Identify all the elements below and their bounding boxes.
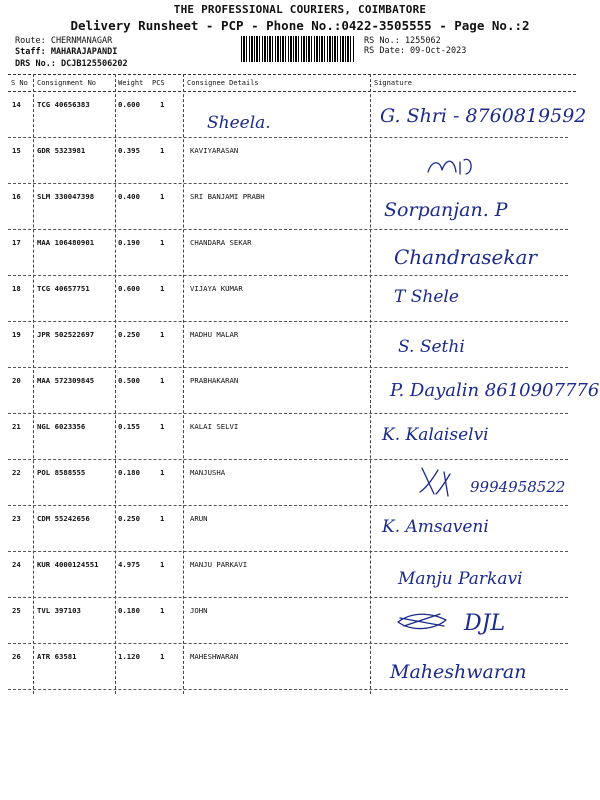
row-consignee: ARUN	[190, 514, 208, 523]
drs-number: DRS No.: DCJB125506202	[15, 59, 128, 69]
row-pcs: 1	[160, 192, 165, 201]
row-sno: 15	[12, 146, 21, 155]
svg-text:T Shele: T Shele	[394, 287, 459, 307]
row-consignee: KAVIYARASAN	[190, 146, 239, 155]
handwritten-signature	[388, 372, 600, 416]
row-sno: 18	[12, 284, 21, 293]
row-sno: 26	[12, 652, 21, 661]
handwritten-signature	[388, 654, 538, 688]
row-consignment: JPR 502522697	[37, 330, 95, 339]
row-consignee: PRABHAKARAN	[190, 376, 239, 385]
table-row	[0, 276, 600, 322]
col-weight: Weight	[118, 79, 144, 87]
row-sno: 21	[12, 422, 21, 431]
row-weight: 0.500	[118, 376, 140, 385]
col-signature: Signature	[374, 79, 412, 87]
row-pcs: 1	[160, 514, 165, 523]
handwritten-signature	[392, 280, 482, 310]
row-pcs: 1	[160, 468, 165, 477]
row-consignee: CHANDARA SEKAR	[190, 238, 252, 247]
rs-date: RS Date: 09-Oct-2023	[364, 46, 467, 56]
rs-number: RS No.: 1255062	[364, 36, 441, 46]
runsheet-subtitle: Delivery Runsheet - PCP - Phone No.:0422-3505555 - Page No.:2	[70, 18, 530, 33]
row-pcs: 1	[160, 146, 165, 155]
row-sno: 19	[12, 330, 21, 339]
row-sno: 14	[12, 100, 21, 109]
row-consignee: MANJU PARKAVI	[190, 560, 248, 569]
row-consignment: TCG 40656383	[37, 100, 90, 109]
row-consignee: MANJUSHA	[190, 468, 226, 477]
row-pcs: 1	[160, 376, 165, 385]
row-consignee: JOHN	[190, 606, 208, 615]
row-sno: 24	[12, 560, 21, 569]
row-consignment: MAA 572309845	[37, 376, 95, 385]
row-consignment: CDM 55242656	[37, 514, 90, 523]
staff-label: Staff: MAHARAJAPANDI	[15, 47, 118, 57]
row-weight: 0.395	[118, 146, 140, 155]
route-label: Route: CHERNMANAGAR	[15, 36, 113, 46]
row-pcs: 1	[160, 100, 165, 109]
row-consignment: SLM 330047398	[37, 192, 95, 201]
row-weight: 0.155	[118, 422, 140, 431]
row-consignee: MAHESHWARAN	[190, 652, 239, 661]
handwritten-signature	[396, 562, 536, 594]
handwritten-signature	[420, 152, 500, 182]
row-consignee: MADHU MALAR	[190, 330, 239, 339]
row-weight: 0.250	[118, 514, 140, 523]
row-consignment: ATR 63581	[37, 652, 77, 661]
handwritten-signature	[378, 98, 587, 134]
row-weight: 0.600	[118, 284, 140, 293]
barcode-image	[241, 36, 355, 62]
company-title: THE PROFESSIONAL COURIERS, COIMBATORE	[173, 3, 427, 16]
handwritten-signature	[380, 420, 560, 450]
handwritten-signature	[382, 192, 562, 226]
row-sno: 22	[12, 468, 21, 477]
row-weight: 0.250	[118, 330, 140, 339]
row-pcs: 1	[160, 606, 165, 615]
row-pcs: 1	[160, 238, 165, 247]
row-consignment: GDR 5323981	[37, 146, 86, 155]
row-sno: 20	[12, 376, 21, 385]
svg-text:Sheela.: Sheela.	[207, 113, 271, 133]
row-weight: 0.400	[118, 192, 140, 201]
col-consignment: Consignment No	[37, 79, 97, 87]
svg-text:9994958522: 9994958522	[470, 478, 566, 496]
handwritten-signature	[394, 602, 564, 642]
row-pcs: 1	[160, 284, 165, 293]
svg-text:Chandrasekar: Chandrasekar	[394, 245, 537, 269]
row-weight: 0.180	[118, 606, 140, 615]
row-consignee: VIJAYA KUMAR	[190, 284, 243, 293]
col-sno: S No	[11, 79, 28, 87]
row-pcs: 1	[160, 330, 165, 339]
table-row	[0, 138, 600, 184]
svg-text:K. Kalaiselvi: K. Kalaiselvi	[382, 425, 489, 445]
row-consignment: TVL 397103	[37, 606, 81, 615]
svg-text:DJL: DJL	[464, 611, 506, 636]
svg-text:P. Dayalin 8610907776: P. Dayalin 8610907776	[390, 380, 600, 401]
row-consignee: KALAI SELVI	[190, 422, 239, 431]
handwritten-signature	[380, 512, 520, 542]
handwritten-signature	[396, 330, 496, 360]
row-weight: 0.600	[118, 100, 140, 109]
row-sno: 25	[12, 606, 21, 615]
handwritten-signature	[392, 240, 572, 274]
row-weight: 1.120	[118, 652, 140, 661]
svg-text:Maheshwaran: Maheshwaran	[390, 661, 527, 683]
table-top-rule	[8, 74, 576, 75]
handwritten-signature	[414, 462, 574, 504]
row-consignment: POL 8588555	[37, 468, 86, 477]
row-pcs: 1	[160, 560, 165, 569]
row-weight: 4.975	[118, 560, 140, 569]
row-consignment: MAA 106480901	[37, 238, 95, 247]
row-separator	[8, 689, 568, 690]
col-consignee: Consignee Details	[187, 79, 259, 87]
row-consignee: SRI BANJAMI PRABH	[190, 192, 265, 201]
svg-text:Sorpanjan. P: Sorpanjan. P	[384, 199, 508, 221]
row-weight: 0.180	[118, 468, 140, 477]
row-consignment: NGL 6023356	[37, 422, 86, 431]
row-consignment: KUR 4000124551	[37, 560, 99, 569]
row-sno: 23	[12, 514, 21, 523]
row-pcs: 1	[160, 422, 165, 431]
col-pcs: PCS	[152, 79, 165, 87]
row-sno: 16	[12, 192, 21, 201]
handwritten-name	[205, 106, 295, 136]
row-consignment: TCG 40657751	[37, 284, 90, 293]
svg-text:Manju Parkavi: Manju Parkavi	[398, 569, 523, 589]
svg-text:K. Amsaveni: K. Amsaveni	[382, 517, 489, 537]
row-pcs: 1	[160, 652, 165, 661]
svg-text:G. Shri - 8760819592: G. Shri - 8760819592	[380, 105, 587, 127]
svg-text:S. Sethi: S. Sethi	[398, 337, 465, 357]
table-row	[0, 322, 600, 368]
row-sno: 17	[12, 238, 21, 247]
row-weight: 0.190	[118, 238, 140, 247]
